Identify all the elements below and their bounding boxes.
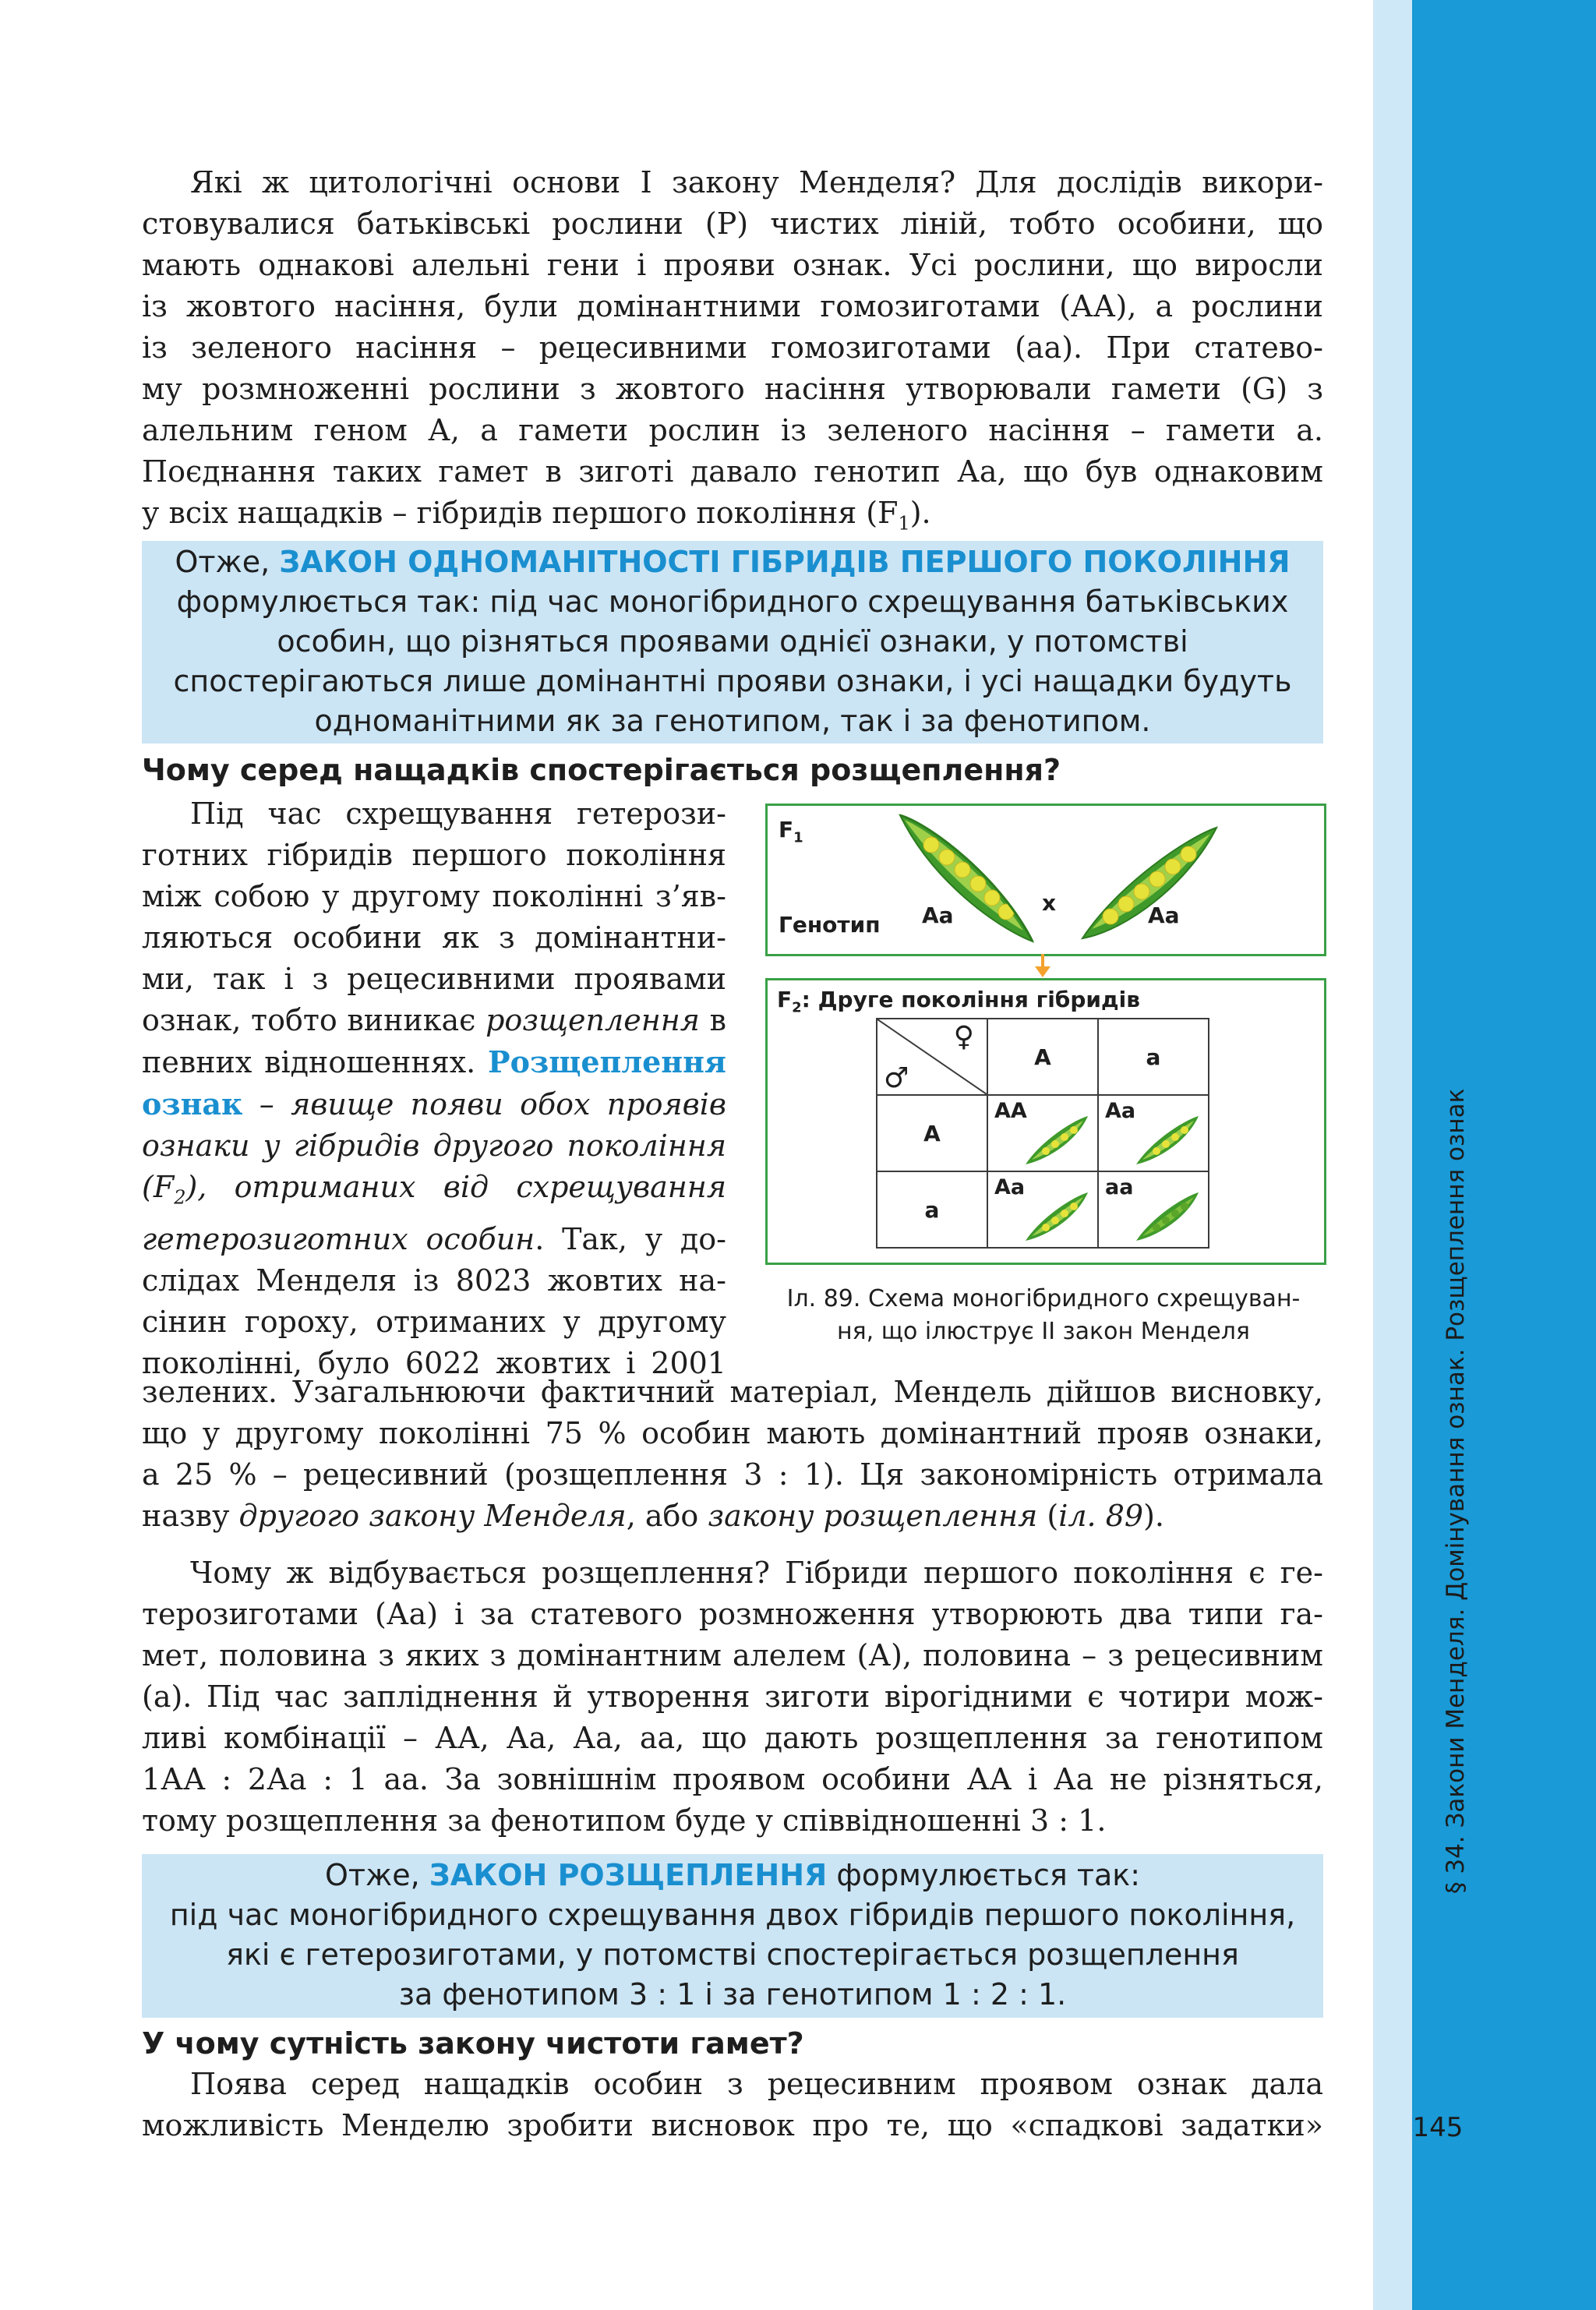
italic-term: розщеплення <box>486 1003 700 1037</box>
law-box-line: під час моногібридного схрещування двох гібридів першого покоління, <box>169 1898 1296 1932</box>
f2-title <box>777 987 1140 1016</box>
text-fragment: ). <box>1143 1499 1164 1533</box>
text-fragment: певних відношеннях. <box>142 1045 489 1079</box>
text-line: між собою у другому поколінні з’яв- <box>142 879 726 913</box>
text-fragment: ознак, тобто виникає <box>142 1003 486 1037</box>
subscript: 1 <box>898 512 910 535</box>
text-line: сінин гороху, отриманих у другому <box>142 1304 726 1339</box>
law-segregation-box <box>142 1854 1323 2018</box>
punnett-cell <box>987 1171 1098 1248</box>
text-line: Поєднання таких гамет в зиготі давало генотип Аа, що був однаковим <box>142 454 1323 489</box>
punnett-cell <box>1098 1171 1209 1248</box>
text-line: Які ж цитологічні основи І закону Менделя? Для дослідів викори- <box>190 165 1323 200</box>
genotype-label: Генотип <box>779 912 881 938</box>
text-line: зелених. Узагальнюючи фактичний матеріал, Мендель дійшов висновку, <box>142 1375 1323 1409</box>
margin-stripe-light <box>1372 0 1412 2310</box>
text-line: (а). Під час запліднення й утворення зиготи вірогідними є чотири мож- <box>142 1680 1323 1714</box>
yellow-pea-pod-icon <box>1022 1113 1093 1167</box>
text-line: стовувалися батьківські рослини (Р) чистих ліній, тобто особини, що <box>142 207 1323 241</box>
subscript: 1 <box>793 829 803 846</box>
f1-label <box>779 817 803 846</box>
law-box-line: формулюється так: під час моногібридного схрещування батьківських <box>176 585 1289 619</box>
paragraph-gamete-purity <box>142 2064 1323 2146</box>
text-line: Чому ж відбувається розщеплення? Гібриди першого покоління є ге- <box>190 1556 1323 1590</box>
female-symbol-icon: ♀ <box>953 1021 974 1053</box>
cell-genotype: Аа <box>1105 1099 1136 1123</box>
text-fragment: Отже, <box>324 1858 429 1892</box>
paragraph-why-splitting <box>142 1552 1323 1842</box>
law-uniformity-box <box>142 541 1323 744</box>
left-parent-genotype: Аа <box>922 902 954 928</box>
punnett-cell <box>987 1095 1098 1171</box>
text-fragment: у всіх нащадків – гібридів першого покоління (F <box>142 496 899 530</box>
text-line: алельним геном А, а гамети рослин із зеленого насіння – гамети а. <box>142 413 1323 447</box>
text-line: із жовтого насіння, були домінантними гомозиготами (АА), а рослини <box>142 289 1323 323</box>
caption-line: ня, що ілюструє ІІ закон Менделя <box>837 1318 1250 1345</box>
text-line <box>142 1219 726 1260</box>
text-fragment: . Так, у до- <box>535 1221 726 1256</box>
text-fragment: ), отриманих від схрещування <box>185 1170 726 1204</box>
punnett-corner <box>877 1019 987 1095</box>
section-heading-splitting: Чому серед нащадків спостерігається розщеплення? <box>142 753 1061 787</box>
page-number: 145 <box>1412 2112 1464 2143</box>
law-box-line: особин, що різняться проявами однієї ознаки, у потомстві <box>277 624 1188 659</box>
text-line <box>142 1000 726 1041</box>
text-line: Під час схрещування гетерози- <box>190 796 726 831</box>
text-line: що у другому поколінні 75 % особин мають домінантний прояв ознаки, <box>142 1416 1323 1450</box>
law-box-title-line <box>142 1854 1323 1895</box>
cell-genotype: АА <box>994 1099 1027 1123</box>
figure-reference: іл. 89 <box>1058 1499 1144 1533</box>
paragraph-splitting-wide <box>142 1372 1323 1537</box>
caption-line: Іл. 89. Схема моногібридного схрещуван- <box>786 1285 1301 1312</box>
pea-pod-left-icon <box>885 809 1056 949</box>
paragraph-cytology <box>142 162 1323 545</box>
margin-stripe-gap <box>1370 0 1373 2310</box>
text-line: ляються особини як з домінантни- <box>142 920 726 955</box>
text-line: Поява серед нащадків особин з рецесивним проявом ознак дала <box>190 2067 1323 2101</box>
law-box-title-line <box>142 541 1323 582</box>
text-line <box>142 1083 726 1125</box>
text-line: готних гібридів першого покоління <box>142 838 726 872</box>
text-fragment: ). <box>909 496 931 530</box>
column-header: а <box>1098 1019 1209 1095</box>
text-fragment: F <box>777 987 793 1012</box>
law-box-line: одноманітними як за генотипом, так і за фенотипом. <box>314 704 1151 738</box>
text-fragment: ( <box>1037 1499 1059 1533</box>
text-line <box>142 1041 726 1083</box>
punnett-cell <box>1098 1095 1209 1171</box>
law-box-line: які є гетерозиготами, у потомстві спостерігається розщеплення <box>226 1937 1239 1972</box>
text-fragment: , або <box>626 1499 708 1533</box>
text-fragment: формулюється так: <box>827 1858 1141 1892</box>
law-name-highlight: ЗАКОН ОДНОМАНІТНОСТІ ГІБРИДІВ ПЕРШОГО ПОКОЛІННЯ <box>279 545 1291 579</box>
text-line: му розмноженні рослини з жовтого насіння утворювали гамети (G) з <box>142 372 1323 406</box>
text-line: можливість Менделю зробити висновок про те, що «спадкові задатки» <box>142 2108 1323 2142</box>
section-side-title: § 34. Закони Менделя. Домінування ознак. Розщеплення ознак <box>1442 1088 1470 1894</box>
text-line: тому розщеплення за фенотипом буде у співвідношенні 3 : 1. <box>142 1803 1107 1838</box>
text-fragment: : Друге покоління гібридів <box>801 987 1140 1012</box>
text-line: терозиготами (Аа) і за статевого розмноження утворюють два типи га- <box>142 1597 1323 1631</box>
subscript: 2 <box>792 999 802 1016</box>
law-box-line: спостерігаються лише домінантні прояви ознаки, і усі нащадки будуть <box>173 664 1292 698</box>
text-line: ознаки у гібридів другого покоління <box>142 1129 726 1163</box>
column-header: А <box>987 1019 1098 1095</box>
section-heading-gamete-purity: У чому сутність закону чистоти гамет? <box>142 2026 804 2061</box>
text-line: а 25 % – рецесивний (розщеплення 3 : 1). Ця закономірність отримала <box>142 1457 1323 1492</box>
cross-sign: x <box>1042 890 1057 916</box>
cell-genotype: аа <box>1105 1175 1134 1199</box>
text-line: ливі комбінації – АА, Аа, Аа, аа, що дають розщеплення за генотипом <box>142 1721 1323 1755</box>
italic-term: другого закону Менделя <box>238 1499 627 1533</box>
italic-term: закону розщеплення <box>708 1499 1038 1533</box>
paragraph-splitting-narrow <box>142 793 726 1384</box>
text-line <box>142 1167 726 1219</box>
text-fragment: (F <box>142 1170 175 1204</box>
subscript: 2 <box>174 1186 186 1209</box>
figure-f1-panel <box>765 804 1326 956</box>
text-line: слідах Менделя із 8023 жовтих на- <box>142 1263 726 1298</box>
green-pea-pod-icon <box>1133 1189 1203 1244</box>
text-fragment: в <box>699 1003 726 1037</box>
text-fragment: F <box>779 817 794 842</box>
row-header: А <box>877 1095 987 1171</box>
law-box-line: за фенотипом 3 : 1 і за генотипом 1 : 2 : 1. <box>398 1977 1067 2012</box>
italic-definition: гетерозиготних особин <box>142 1221 535 1256</box>
text-line <box>142 1496 1323 1537</box>
text-line: 1АА : 2Аа : 1 аа. За зовнішнім проявом особини АА і Аа не різняться, <box>142 1762 1323 1796</box>
highlighted-term: ознак <box>142 1086 243 1121</box>
text-line: мет, половина з яких з домінантним алелем (А), половина – з рецесивним <box>142 1638 1323 1672</box>
text-line: ми, так і з рецесивними проявами <box>142 962 726 996</box>
text-line: із зеленого насіння – рецесивними гомозиготами (аа). При статево- <box>142 330 1323 365</box>
pea-pod-right-icon <box>1072 821 1227 946</box>
text-fragment: Отже, <box>175 545 280 579</box>
italic-definition: – явище появи обох проявів <box>242 1087 726 1121</box>
row-header: а <box>877 1171 987 1248</box>
law-name-highlight: ЗАКОН РОЗЩЕПЛЕННЯ <box>429 1858 828 1892</box>
yellow-pea-pod-icon <box>1133 1113 1203 1167</box>
text-line: мають однакові алельні гени і прояви ознак. Усі рослини, що виросли <box>142 248 1323 282</box>
text-line: поколінні, було 6022 жовтих і 2001 <box>142 1345 726 1380</box>
male-symbol-icon: ♂ <box>884 1062 909 1094</box>
text-fragment: назву <box>142 1499 239 1533</box>
text-line <box>142 493 1323 545</box>
punnett-square <box>876 1018 1209 1249</box>
yellow-pea-pod-icon <box>1022 1189 1093 1244</box>
highlighted-term: Розщеплення <box>488 1044 726 1079</box>
right-parent-genotype: Аа <box>1148 902 1180 928</box>
cell-genotype: Аа <box>994 1175 1026 1199</box>
arrow-down-icon <box>1035 966 1050 977</box>
figure-caption <box>765 1283 1322 1348</box>
